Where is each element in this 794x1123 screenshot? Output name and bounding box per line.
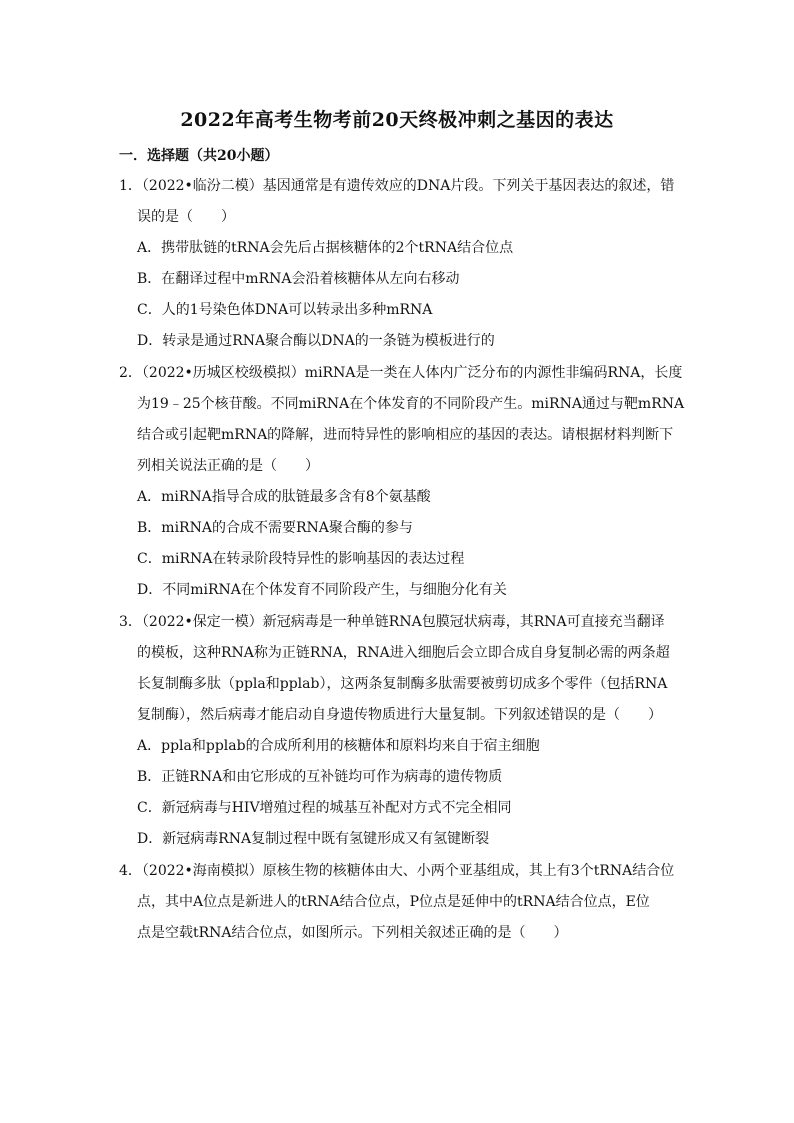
question-2-line-3: 结合或引起靶mRNA的降解，进而特异性的影响相应的基因的表达。请根据材料判断下 [137,427,674,443]
question-1-option-d: D．转录是通过RNA聚合酶以DNA的一条链为模板进行的 [137,333,495,349]
question-2-option-d: D．不同miRNA在个体发育不同阶段产生，与细胞分化有关 [137,582,507,598]
question-1-line-2: 误的是（ ） [137,209,235,225]
question-2-line-1: 2．（2022•历城区校级模拟）miRNA是一类在人体内广泛分布的内源性非编码RNA，长度 [119,365,683,381]
question-3-line-4: 复制酶），然后病毒才能启动自身遗传物质进行大量复制。下列叙述错误的是（ ） [137,707,662,723]
question-3-option-c: C．新冠病毒与HIV增殖过程的城基互补配对方式不完全相同 [137,800,512,816]
question-1-option-b: B．在翻译过程中mRNA会沿着核糖体从左向右移动 [137,271,460,287]
question-1-line-1: 1．（2022•临汾二模）基因通常是有遗传效应的DNA片段。下列关于基因表达的叙述，错 [119,178,675,194]
question-1-option-a: A．携带肽链的tRNA会先后占据核糖体的2个tRNA结合位点 [137,240,514,256]
question-2-option-c: C．miRNA在转录阶段特异性的影响基因的表达过程 [137,551,465,567]
question-3-line-2: 的模板，这种RNA称为正链RNA，RNA进入细胞后会立即合成自身复制必需的两条超 [137,645,670,661]
question-2-option-a: A．miRNA指导合成的肽链最多含有8个氨基酸 [137,489,431,505]
question-4-line-2: 点，其中A位点是新进人的tRNA结合位点，P位点是延伸中的tRNA结合位点，E位 [137,894,650,910]
question-2-line-2: 为19﹣25个核苷酸。不同miRNA在个体发育的不同阶段产生。miRNA通过与靶mRNA [137,396,685,412]
question-1-option-c: C．人的1号染色体DNA可以转录出多种mRNA [137,302,433,318]
question-3-line-3: 长复制酶多肽（ppla和pplab），这两条复制酶多肽需要被剪切成多个零件（包括RNA [137,676,668,692]
question-3-option-b: B．正链RNA和由它形成的互补链均可作为病毒的遗传物质 [137,769,503,785]
question-2-option-b: B．miRNA的合成不需要RNA聚合酶的参与 [137,520,413,536]
question-4-line-1: 4．（2022•海南模拟）原核生物的核糖体由大、小两个亚基组成，其上有3个tRNA结合位 [119,863,675,879]
question-3-line-1: 3．（2022•保定一模）新冠病毒是一种单链RNA包膜冠状病毒，其RNA可直接充当翻译 [119,614,665,630]
question-2-line-4: 列相关说法正确的是（ ） [137,458,319,474]
page-title: 2022年高考生物考前20天终极冲刺之基因的表达 [180,109,614,131]
section-heading: 一．选择题（共20小题） [119,148,279,164]
question-3-option-d: D．新冠病毒RNA复制过程中既有氢键形成又有氢键断裂 [137,831,490,847]
question-3-option-a: A．ppla和pplab的合成所利用的核糖体和原料均来自于宿主细胞 [137,738,540,754]
question-4-line-3: 点是空载tRNA结合位点，如图所示。下列相关叙述正确的是（ ） [137,925,568,941]
